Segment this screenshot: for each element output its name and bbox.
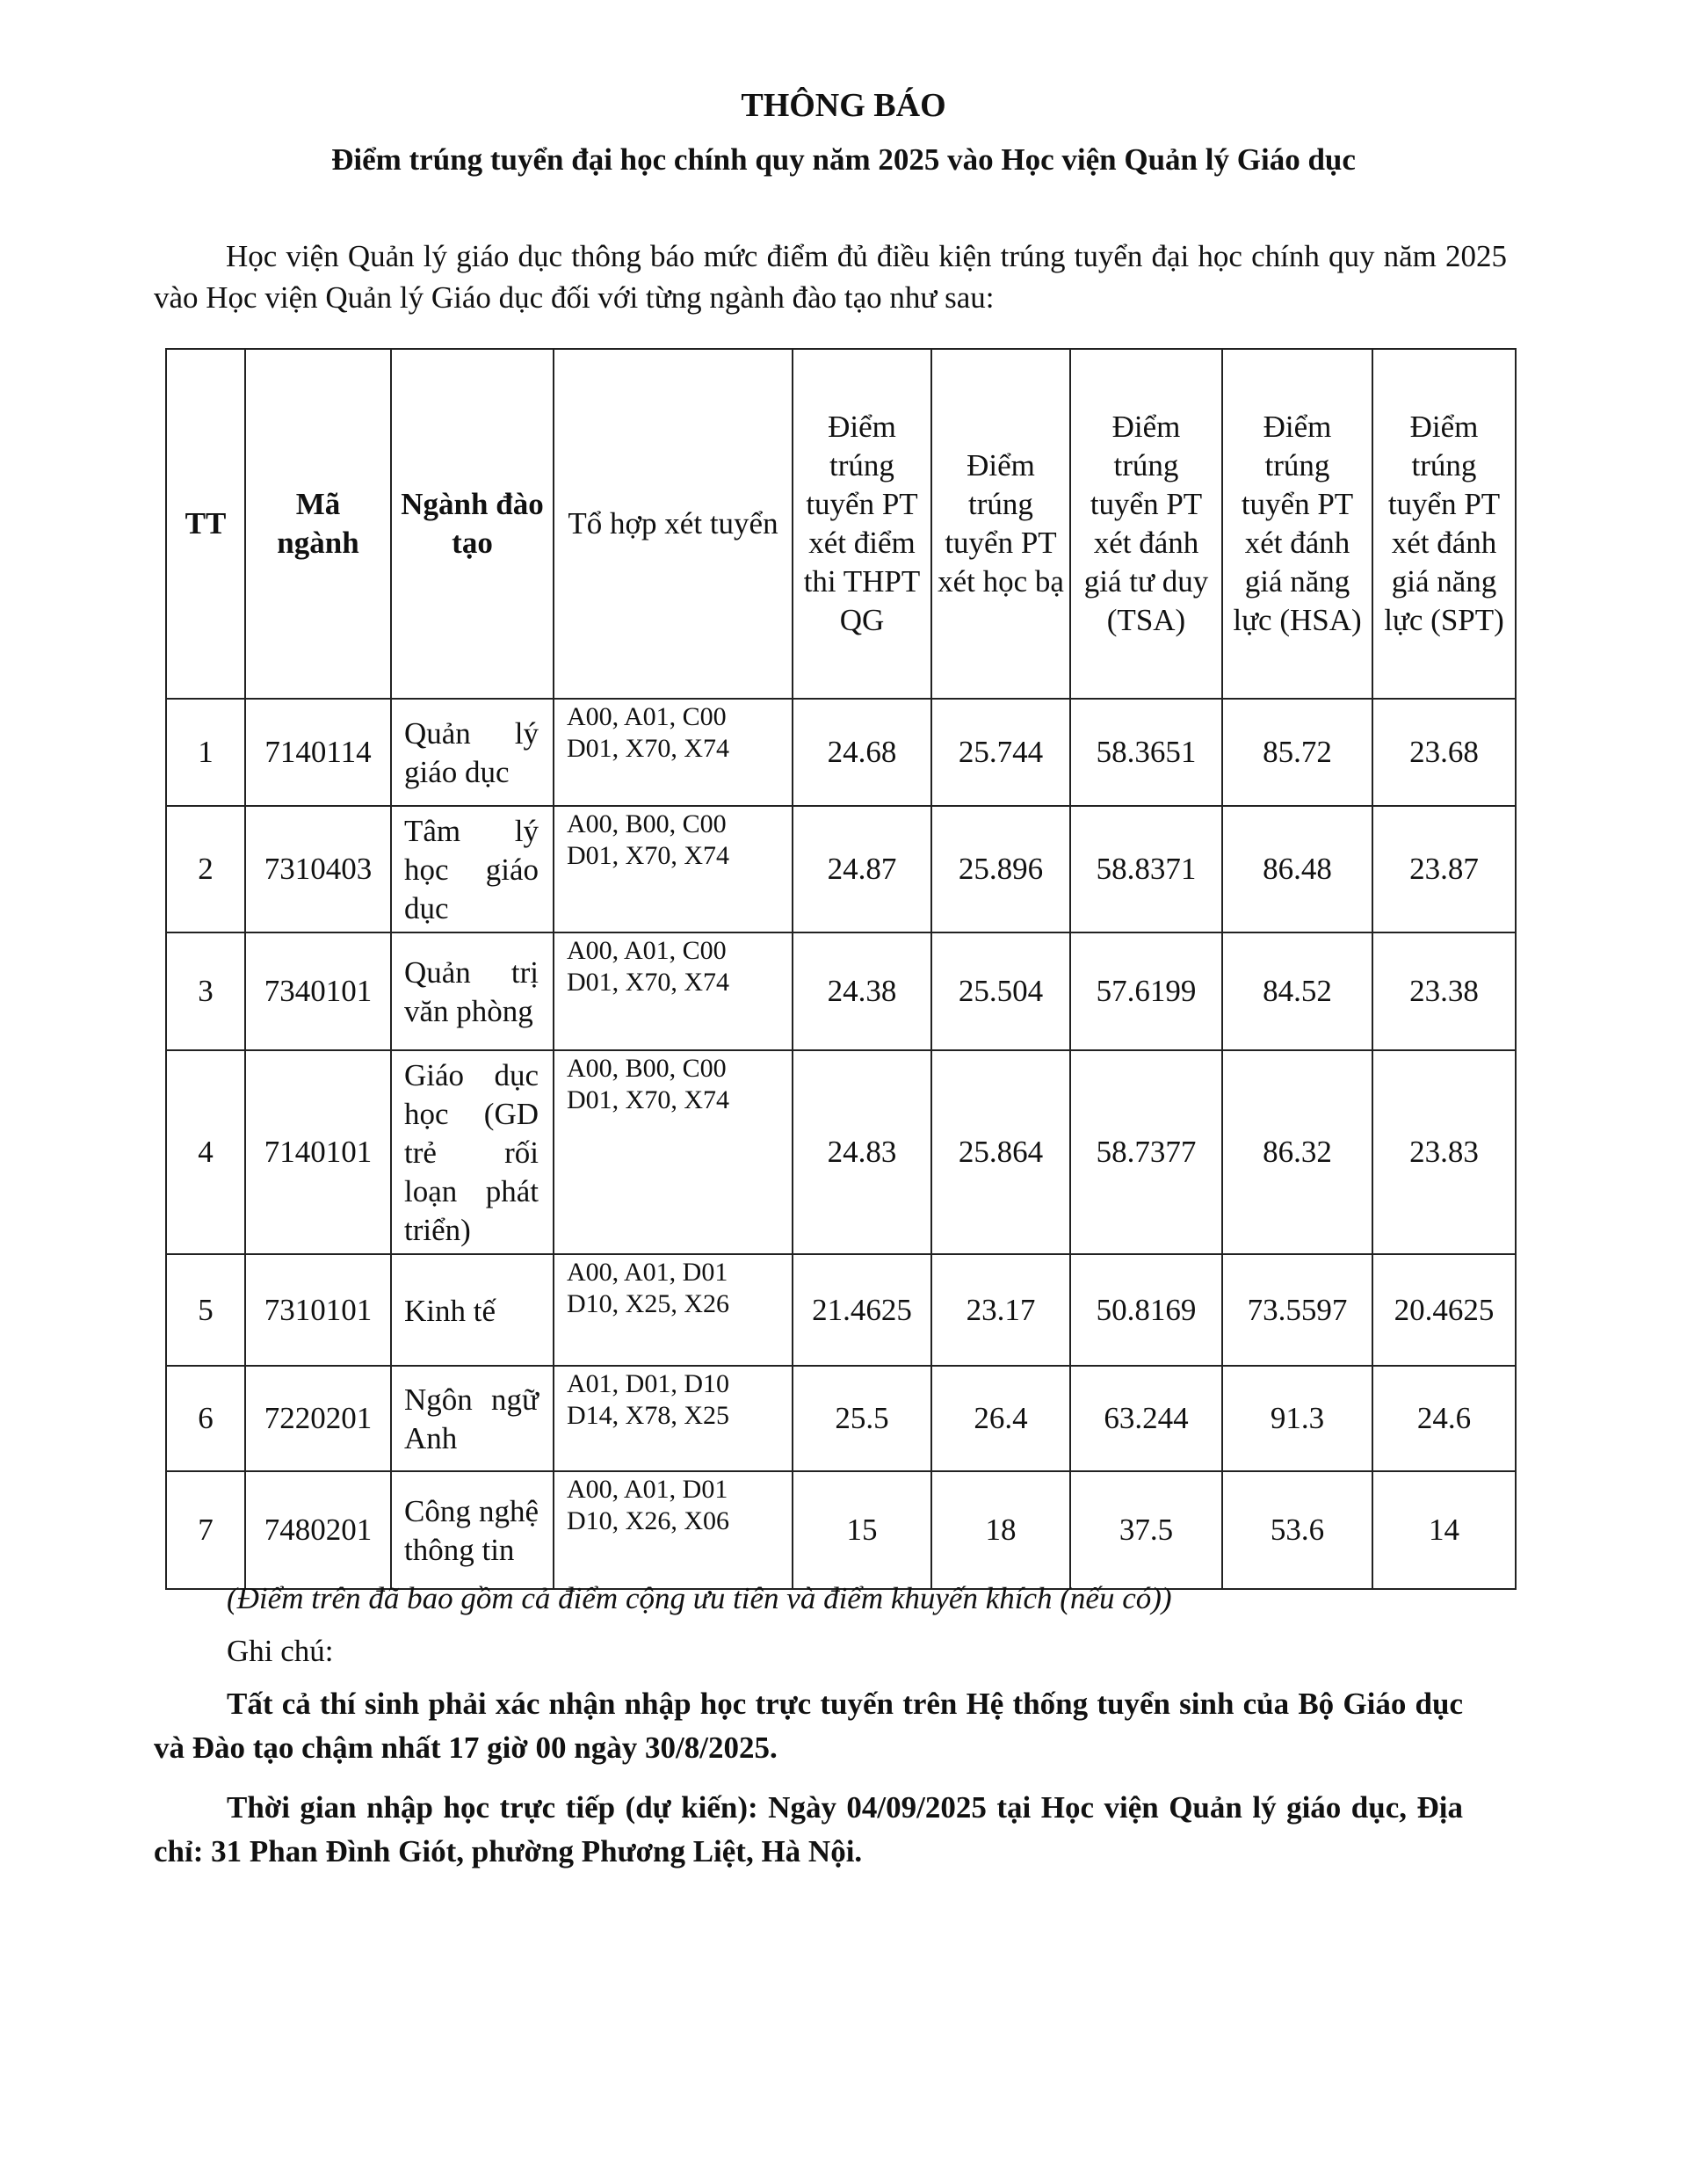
- cell-hoc-ba: 25.864: [931, 1050, 1070, 1254]
- cell-ma-nganh: 7140114: [245, 699, 391, 806]
- cell-thpt: 21.4625: [793, 1254, 931, 1366]
- header-hoc-ba: Điểm trúng tuyển PT xét học bạ: [931, 349, 1070, 699]
- combo-line: D01, X70, X74: [567, 1085, 729, 1114]
- header-spt: Điểm trúng tuyển PT xét đánh giá năng lực (SPT): [1372, 349, 1516, 699]
- cell-to-hop: [554, 1366, 793, 1471]
- cell-nganh: Kinh tế: [391, 1254, 554, 1366]
- cell-nganh: Giáo dục học (GD trẻ rối loạn phát triển): [391, 1050, 554, 1254]
- cell-hsa: 53.6: [1222, 1471, 1372, 1589]
- header-hsa: Điểm trúng tuyển PT xét đánh giá năng lực (HSA): [1222, 349, 1372, 699]
- combo-line: A00, B00, C00: [567, 809, 727, 838]
- cell-spt: 23.87: [1372, 806, 1516, 932]
- score-note: (Điểm trên đã bao gồm cả điểm cộng ưu tiên và điểm khuyến khích (nếu có)): [227, 1581, 1172, 1615]
- cell-ma-nganh: 7310403: [245, 806, 391, 932]
- combo-line: D01, X70, X74: [567, 841, 729, 870]
- table-row: [166, 1254, 1516, 1366]
- cell-to-hop: [554, 1471, 793, 1589]
- combo-line: D01, X70, X74: [567, 968, 729, 997]
- admission-scores-table: [165, 348, 1517, 1590]
- header-thpt: Điểm trúng tuyển PT xét điểm thi THPT QG: [793, 349, 931, 699]
- cell-ma-nganh: 7480201: [245, 1471, 391, 1589]
- header-ma-nganh: Mã ngành: [245, 349, 391, 699]
- combo-line: A00, A01, C00: [567, 702, 727, 731]
- cell-hoc-ba: 25.896: [931, 806, 1070, 932]
- table-row: [166, 1471, 1516, 1589]
- cell-hoc-ba: 18: [931, 1471, 1070, 1589]
- cell-spt: 23.38: [1372, 932, 1516, 1050]
- cell-hoc-ba: 23.17: [931, 1254, 1070, 1366]
- cell-tsa: 63.244: [1070, 1366, 1222, 1471]
- cell-nganh: Công nghệ thông tin: [391, 1471, 554, 1589]
- combo-line: A00, B00, C00: [567, 1054, 727, 1083]
- cell-hsa: 91.3: [1222, 1366, 1372, 1471]
- cell-tt: 3: [166, 932, 245, 1050]
- cell-hoc-ba: 25.744: [931, 699, 1070, 806]
- cell-to-hop: [554, 699, 793, 806]
- cell-to-hop: [554, 1254, 793, 1366]
- cell-thpt: 24.38: [793, 932, 931, 1050]
- cell-spt: 20.4625: [1372, 1254, 1516, 1366]
- cell-tt: 2: [166, 806, 245, 932]
- cell-nganh: Tâm lý học giáo dục: [391, 806, 554, 932]
- cell-hsa: 85.72: [1222, 699, 1372, 806]
- cell-tsa: 50.8169: [1070, 1254, 1222, 1366]
- combo-line: A00, A01, D01: [567, 1475, 728, 1504]
- cell-tsa: 58.7377: [1070, 1050, 1222, 1254]
- cell-tt: 7: [166, 1471, 245, 1589]
- cell-ma-nganh: 7220201: [245, 1366, 391, 1471]
- cell-ma-nganh: 7340101: [245, 932, 391, 1050]
- table-row: [166, 932, 1516, 1050]
- note-label: Ghi chú:: [227, 1634, 334, 1668]
- cell-nganh: Ngôn ngữ Anh: [391, 1366, 554, 1471]
- cell-to-hop: [554, 1050, 793, 1254]
- combo-line: A00, A01, D01: [567, 1258, 728, 1287]
- cell-to-hop: [554, 806, 793, 932]
- cell-thpt: 25.5: [793, 1366, 931, 1471]
- combo-line: A01, D01, D10: [567, 1369, 729, 1398]
- header-to-hop: Tổ hợp xét tuyển: [554, 349, 793, 699]
- cell-ma-nganh: 7310101: [245, 1254, 391, 1366]
- cell-hsa: 73.5597: [1222, 1254, 1372, 1366]
- cell-hsa: 84.52: [1222, 932, 1372, 1050]
- cell-tt: 6: [166, 1366, 245, 1471]
- header-tsa: Điểm trúng tuyển PT xét đánh giá tư duy (TSA): [1070, 349, 1222, 699]
- cell-tsa: 57.6199: [1070, 932, 1222, 1050]
- cell-tsa: 58.8371: [1070, 806, 1222, 932]
- table-row: [166, 699, 1516, 806]
- cell-spt: 23.68: [1372, 699, 1516, 806]
- combo-line: D10, X26, X06: [567, 1506, 729, 1535]
- cell-hsa: 86.32: [1222, 1050, 1372, 1254]
- cell-thpt: 24.83: [793, 1050, 931, 1254]
- combo-line: A00, A01, C00: [567, 936, 727, 965]
- cell-hoc-ba: 26.4: [931, 1366, 1070, 1471]
- header-tt: TT: [166, 349, 245, 699]
- cell-spt: 14: [1372, 1471, 1516, 1589]
- cell-tt: 4: [166, 1050, 245, 1254]
- page-subtitle: Điểm trúng tuyển đại học chính quy năm 2025 vào Học viện Quản lý Giáo dục: [331, 142, 1356, 177]
- enrollment-schedule-paragraph: Thời gian nhập học trực tiếp (dự kiến): Ngày 04/09/2025 tại Học viện Quản lý giáo dục, Địa chỉ: 31 Phan Đình Giót, phường Phương Liệt, Hà Nội.: [154, 1790, 1463, 1868]
- cell-spt: 23.83: [1372, 1050, 1516, 1254]
- table-row: [166, 1366, 1516, 1471]
- header-nganh: Ngành đào tạo: [391, 349, 554, 699]
- cell-tt: 5: [166, 1254, 245, 1366]
- cell-thpt: 24.87: [793, 806, 931, 932]
- combo-line: D10, X25, X26: [567, 1289, 729, 1318]
- combo-line: D01, X70, X74: [567, 734, 729, 763]
- cell-thpt: 15: [793, 1471, 931, 1589]
- cell-nganh: Quản lý giáo dục: [391, 699, 554, 806]
- cell-tsa: 58.3651: [1070, 699, 1222, 806]
- table-header-row: [166, 349, 1516, 699]
- cell-hoc-ba: 25.504: [931, 932, 1070, 1050]
- cell-spt: 24.6: [1372, 1366, 1516, 1471]
- table-row: [166, 806, 1516, 932]
- table-row: [166, 1050, 1516, 1254]
- cell-tt: 1: [166, 699, 245, 806]
- cell-nganh: Quản trị văn phòng: [391, 932, 554, 1050]
- cell-tsa: 37.5: [1070, 1471, 1222, 1589]
- cell-thpt: 24.68: [793, 699, 931, 806]
- intro-paragraph: Học viện Quản lý giáo dục thông báo mức điểm đủ điều kiện trúng tuyển đại học chính quy năm 2025 vào Học viện Quản lý Giáo dục đối với từng ngành đào tạo như sau:: [154, 239, 1507, 315]
- cell-to-hop: [554, 932, 793, 1050]
- confirm-enrollment-paragraph: Tất cả thí sinh phải xác nhận nhập học trực tuyến trên Hệ thống tuyển sinh của Bộ Giáo dục và Đào tạo chậm nhất 17 giờ 00 ngày 30/8/2025.: [154, 1687, 1463, 1765]
- cell-ma-nganh: 7140101: [245, 1050, 391, 1254]
- combo-line: D14, X78, X25: [567, 1401, 729, 1430]
- cell-hsa: 86.48: [1222, 806, 1372, 932]
- page-title: THÔNG BÁO: [741, 87, 946, 124]
